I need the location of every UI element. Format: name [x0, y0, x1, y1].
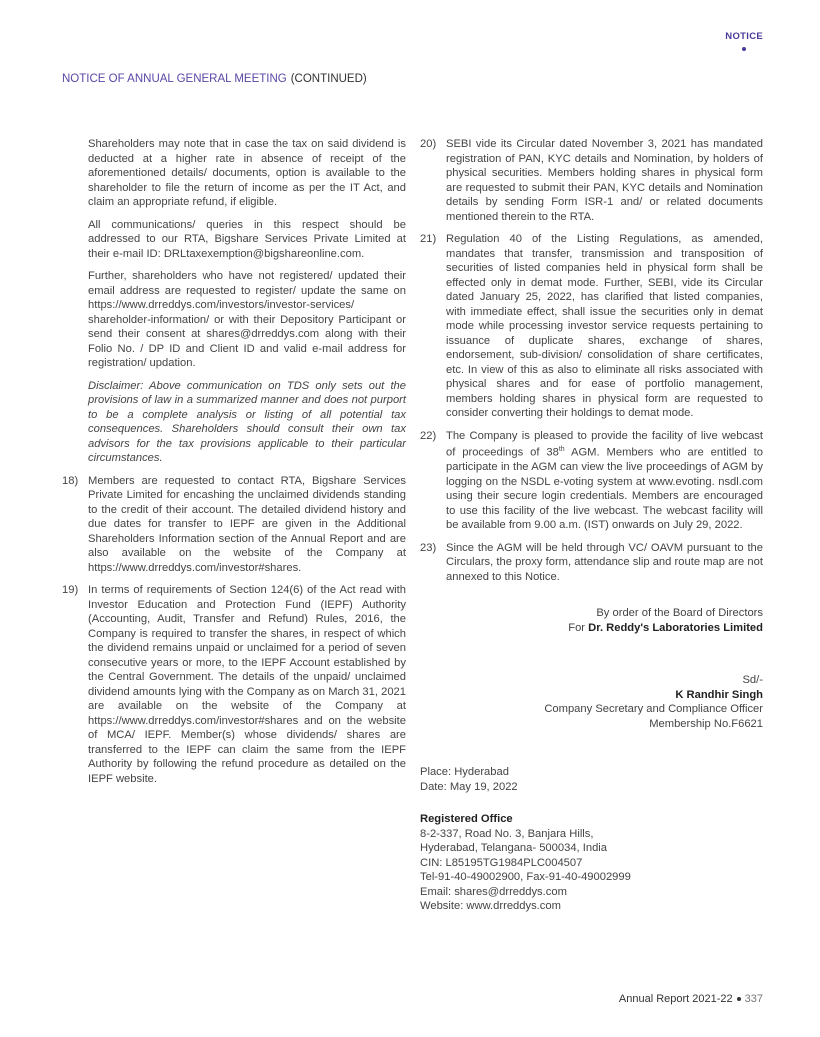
- cin-line: CIN: L85195TG1984PLC004507: [420, 856, 583, 869]
- signatory-name: K Randhir Singh: [675, 688, 763, 701]
- bullet-dot-icon: [742, 47, 746, 51]
- item-text-part: The Company is pleased to provide the facility of live webcast of proceedings of 38: [446, 429, 763, 459]
- email-line: Email: shares@drreddys.com: [420, 885, 567, 898]
- for-prefix: For: [568, 621, 589, 634]
- phone-line: Tel-91-40-49002900, Fax-91-40-49002999: [420, 871, 631, 884]
- item-text: SEBI vide its Circular dated November 3, 2021 has mandated registration of PAN, KYC details and Nomination, by holders of physical securities. Members holding shares in physical form are requested to submit their PAN, KYC details and Nomination details by sending Form ISR-1 and/ or related documents mentioned therein to the RTA.: [446, 138, 763, 223]
- disclaimer-paragraph: Disclaimer: Above communication on TDS only sets out the provisions of law in a summarized manner and does not purport to be a complete analysis or listing of all potential tax consequences. Shareholders should consult their own tax advisors for the tax provisions applicable to their particular circumstances.: [88, 379, 406, 464]
- item-text: Regulation 40 of the Listing Regulations, as amended, mandates that transfer, transmission and transposition of securities of listed companies held in physical form shall be effected only in demat mode. Further, SEBI, vide its Circular dated January 25, 2022, has clarified that listed companies, with immediate effect, shall issue the securities only in demat mode while processing investor service requests pertaining to issuance of duplicate shares, exchange of shares, endorsement, sub-division/ consolidation of share certificates, etc. In view of this as also to eliminate all risks associated with physical shares and for ease of portfolio management, members holding shares in physical form are requested to consider converting their holdings to demat mode.: [446, 233, 763, 419]
- list-item: [62, 474, 406, 576]
- left-column: [62, 137, 406, 794]
- address-line: 8-2-337, Road No. 3, Banjara Hills,: [420, 827, 594, 840]
- registered-office: [420, 812, 763, 914]
- page-title-suffix: (CONTINUED): [290, 73, 367, 85]
- page-title: NOTICE OF ANNUAL GENERAL MEETING: [62, 73, 287, 85]
- page-header: [62, 73, 367, 85]
- signed-mark: Sd/-: [742, 674, 763, 687]
- signature-block: [420, 606, 763, 731]
- company-name: Dr. Reddy's Laboratories Limited: [588, 621, 763, 634]
- company-line: [420, 621, 763, 636]
- paragraph: Further, shareholders who have not registered/ updated their email address are requested to register/ update the same on https://www.drreddys.com/investors/investor-services/ shareholder-information/ or with their Depository Participant or send their consent at shares@drreddys.com along with their Folio No. / DP ID and Client ID and valid e-mail address for registration/ updation.: [88, 270, 406, 369]
- registered-office-title: Registered Office: [420, 813, 513, 826]
- page-footer: [619, 993, 763, 1005]
- page-number: 337: [744, 993, 763, 1005]
- item-number: 18): [62, 474, 79, 487]
- item-number: 19): [62, 584, 79, 596]
- list-item: [420, 541, 763, 585]
- list-item: [420, 137, 763, 224]
- website-line: Website: www.drreddys.com: [420, 900, 561, 913]
- section-tag: [725, 31, 763, 51]
- item-number: 23): [420, 541, 437, 554]
- list-item: [420, 232, 763, 421]
- order-line: By order of the Board of Directors: [596, 607, 763, 620]
- signatory-designation: Company Secretary and Compliance Officer: [544, 703, 763, 716]
- item-text: In terms of requirements of Section 124(6) of the Act read with Investor Education and Protection Fund (IEPF) Authority (Accounting, Audit, Transfer and Refund) Rules, 2016, the Company is required to transfer the shares, in respect of which the dividend remains unpaid or unclaimed for a period of seven consecutive years or more, to the IEPF Account established by the Central Government. The details of the unpaid/ unclaimed dividend amounts lying with the Company as on March 31, 2021 are available on the website of the Company at https://www.drreddys.com/investor#shares and on the website of MCA/ IEPF. Member(s) whose dividends/ shares are transferred to the IEPF can claim the same from the IEPF Authority by following the refund procedure as detailed on the IEPF website.: [88, 584, 406, 785]
- footer-label: Annual Report 2021-22: [618, 993, 733, 1005]
- item-text-part: AGM. Members who are entitled to participate in the AGM can view the live proceedings of AGM by logging on the NSDL e-voting system at www.evoting. nsdl.com using their secure login credentials. Members are encouraged to use this facility of the live webcast. The webcast facility will be available from 9.00 a.m. (IST) onwards on July 29, 2022.: [446, 446, 763, 532]
- item-number: 22): [420, 429, 437, 442]
- list-item: [420, 429, 763, 533]
- item-text: Since the AGM will be held through VC/ OAVM pursuant to the Circulars, the proxy form, attendance slip and route map are not annexed to this Notice.: [446, 541, 763, 583]
- right-column: [420, 137, 763, 914]
- bullet-separator-icon: [737, 997, 741, 1001]
- date: Date: May 19, 2022: [420, 780, 518, 793]
- ordinal-superscript: th: [558, 446, 565, 453]
- membership-number: Membership No.F6621: [649, 717, 763, 730]
- item-number: 20): [420, 138, 437, 150]
- item-text: [446, 429, 763, 533]
- paragraph: All communications/ queries in this respect should be addressed to our RTA, Bigshare Services Private Limited at their e-mail ID: DRLtaxexemption@bigshareonline.com.: [88, 218, 406, 260]
- paragraph: Shareholders may note that in case the tax on said dividend is deducted at a higher rate in absence of receipt of the aforementioned details/ documents, option is available to the shareholder to file the return of income as per the IT Act, and claim an appropriate refund, if eligible.: [88, 138, 406, 208]
- place: Place: Hyderabad: [420, 766, 509, 779]
- place-date: [420, 765, 763, 794]
- section-tag-label: NOTICE: [725, 31, 763, 42]
- item-text: Members are requested to contact RTA, Bigshare Services Private Limited for encashing the unclaimed dividends standing to the credit of their account. The detailed dividend history and due dates for transfer to IEPF are given in the Additional Shareholders Information section of the Annual Report and are also available on the website of the Company at https://www.drreddys.com/investor#shares.: [88, 474, 406, 574]
- address-line: Hyderabad, Telangana- 500034, India: [420, 842, 608, 855]
- item-number: 21): [420, 233, 437, 245]
- list-item: [62, 583, 406, 786]
